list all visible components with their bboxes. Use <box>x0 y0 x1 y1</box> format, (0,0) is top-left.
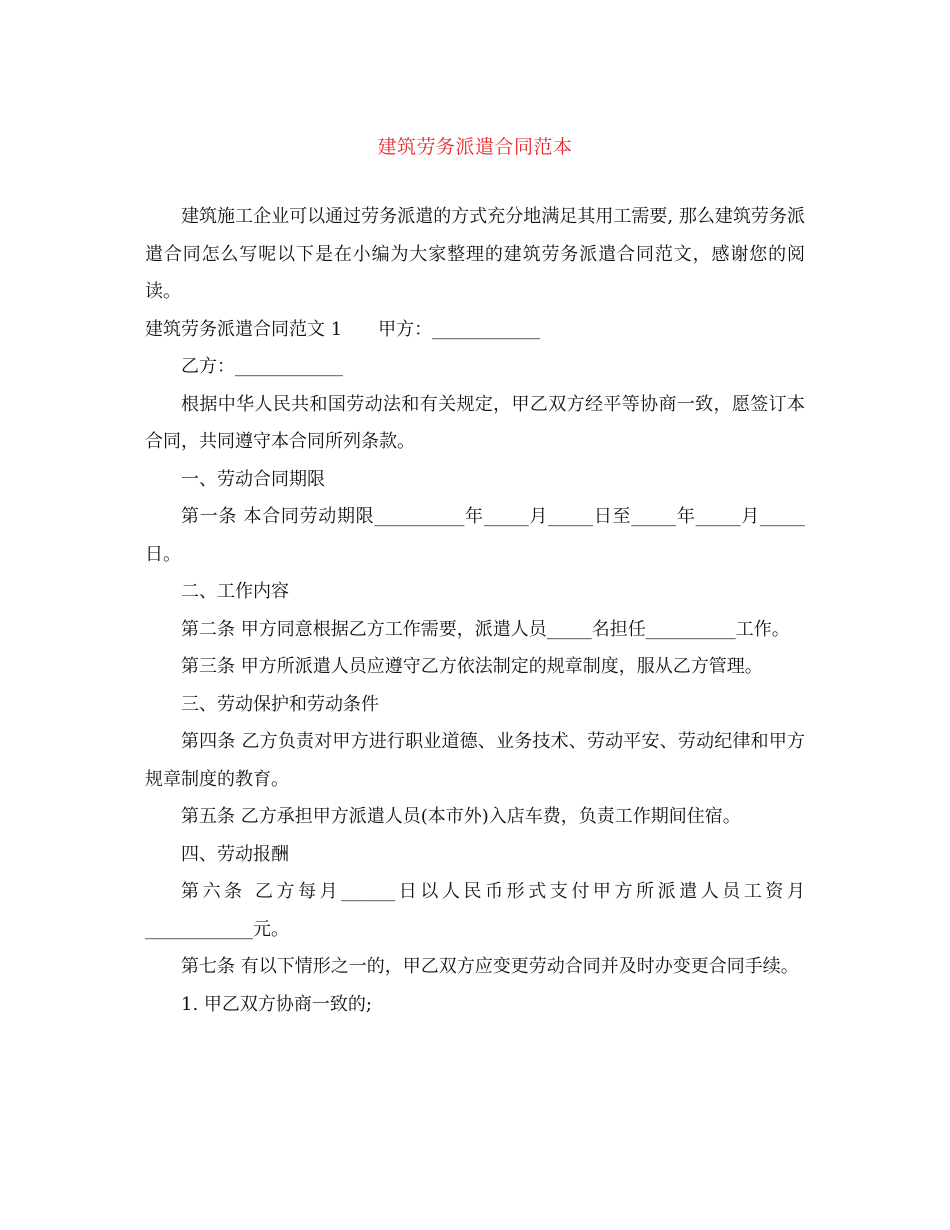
paragraph: 第五条 乙方承担甲方派遣人员(本市外)入店车费，负责工作期间住宿。 <box>181 806 741 827</box>
paragraph: 一、劳动合同期限 <box>181 468 325 490</box>
paragraph: 三、劳动保护和劳动条件 <box>181 693 379 715</box>
document-body <box>145 198 805 1023</box>
paragraph: 第二条 甲方同意根据乙方工作需要，派遣人员_____名担任__________工作。 <box>181 618 790 640</box>
paragraph: 1. 甲乙双方协商一致的; <box>181 993 372 1015</box>
paragraph: 建筑劳务派遣合同范文 1 甲方：____________ <box>145 318 541 340</box>
paragraph: 四、劳动报酬 <box>181 843 289 865</box>
paragraph: 第七条 有以下情形之一的，甲乙双方应变更劳动合同并及时办变更合同手续。 <box>181 956 799 977</box>
document-title: 建筑劳务派遣合同范本 <box>377 136 573 158</box>
paragraph: 第三条 甲方所派遣人员应遵守乙方依法制定的规章制度，服从乙方管理。 <box>181 656 763 677</box>
paragraph: 第六条 乙方每月______日以人民币形式支付甲方所派遣人员工资月____________元。 <box>145 881 805 940</box>
paragraph: 二、工作内容 <box>181 581 289 602</box>
paragraph: 根据中华人民共和国劳动法和有关规定，甲乙双方经平等协商一致，愿签订本合同，共同遵守本合同所列条款。 <box>145 393 805 452</box>
paragraph: 第四条 乙方负责对甲方进行职业道德、业务技术、劳动平安、劳动纪律和甲方规章制度的教育。 <box>145 731 805 790</box>
paragraph: 建筑施工企业可以通过劳务派遣的方式充分地满足其用工需要, 那么建筑劳务派遣合同怎么写呢以下是在小编为大家整理的建筑劳务派遣合同范文，感谢您的阅读。 <box>145 206 805 302</box>
paragraph: 乙方：____________ <box>181 356 343 377</box>
paragraph: 第一条 本合同劳动期限__________年_____月_____日至_____年_____月_____日。 <box>145 506 805 565</box>
